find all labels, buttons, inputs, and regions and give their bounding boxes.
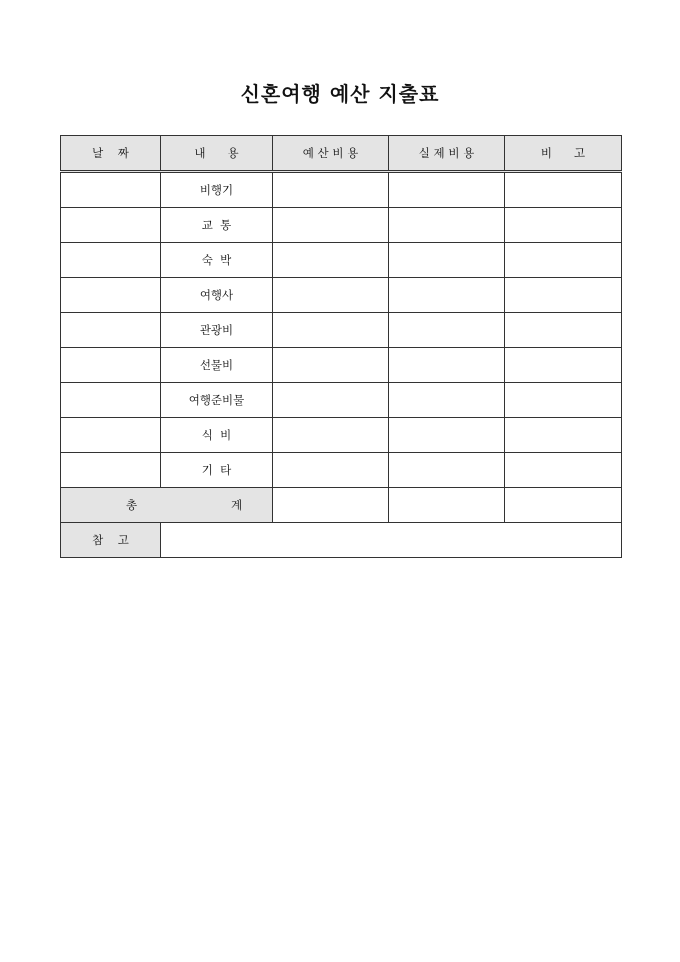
date-cell[interactable] — [61, 453, 161, 488]
notes-area[interactable] — [161, 523, 622, 558]
date-cell[interactable] — [61, 278, 161, 313]
budget-cell[interactable] — [273, 453, 389, 488]
budget-cell[interactable] — [273, 243, 389, 278]
date-cell[interactable] — [61, 172, 161, 208]
table-row — [61, 348, 622, 383]
actual-cell[interactable] — [389, 313, 505, 348]
actual-cell[interactable] — [389, 208, 505, 243]
header-budget-cost: 예 산 비 용 — [273, 136, 389, 172]
budget-cell[interactable] — [273, 418, 389, 453]
table-row — [61, 172, 622, 208]
total-row — [61, 488, 622, 523]
budget-cell[interactable] — [273, 278, 389, 313]
remarks-cell[interactable] — [505, 348, 622, 383]
actual-cell[interactable] — [389, 278, 505, 313]
budget-cell[interactable] — [273, 348, 389, 383]
actual-cell[interactable] — [389, 383, 505, 418]
actual-cell[interactable] — [389, 453, 505, 488]
actual-cell[interactable] — [389, 243, 505, 278]
total-actual-cell[interactable] — [389, 488, 505, 523]
remarks-cell[interactable] — [505, 172, 622, 208]
budget-cell[interactable] — [273, 208, 389, 243]
item-label: 식 비 — [161, 418, 273, 453]
item-label: 여행사 — [161, 278, 273, 313]
remarks-cell[interactable] — [505, 453, 622, 488]
remarks-cell[interactable] — [505, 418, 622, 453]
total-label-right: 계 — [230, 498, 243, 512]
budget-table — [60, 135, 622, 558]
item-label: 비행기 — [161, 172, 273, 208]
item-label: 교 통 — [161, 208, 273, 243]
date-cell[interactable] — [61, 243, 161, 278]
remarks-cell[interactable] — [505, 278, 622, 313]
item-label: 여행준비물 — [161, 383, 273, 418]
date-cell[interactable] — [61, 418, 161, 453]
notes-label: 참 고 — [61, 523, 161, 558]
notes-row — [61, 523, 622, 558]
table-row — [61, 278, 622, 313]
remarks-cell[interactable] — [505, 313, 622, 348]
item-label: 관광비 — [161, 313, 273, 348]
header-date: 날 짜 — [61, 136, 161, 172]
actual-cell[interactable] — [389, 172, 505, 208]
header-remarks: 비 고 — [505, 136, 622, 172]
item-label: 숙 박 — [161, 243, 273, 278]
total-label-left: 총 — [125, 498, 138, 512]
table-row — [61, 313, 622, 348]
header-content: 내 용 — [161, 136, 273, 172]
remarks-cell[interactable] — [505, 383, 622, 418]
date-cell[interactable] — [61, 383, 161, 418]
budget-cell[interactable] — [273, 172, 389, 208]
table-row — [61, 418, 622, 453]
table-row — [61, 383, 622, 418]
header-row — [61, 136, 622, 172]
remarks-cell[interactable] — [505, 243, 622, 278]
budget-cell[interactable] — [273, 313, 389, 348]
total-remarks-cell[interactable] — [505, 488, 622, 523]
total-label — [61, 488, 273, 523]
table-row — [61, 208, 622, 243]
budget-cell[interactable] — [273, 383, 389, 418]
date-cell[interactable] — [61, 348, 161, 383]
date-cell[interactable] — [61, 313, 161, 348]
item-label: 선물비 — [161, 348, 273, 383]
header-actual-cost: 실 제 비 용 — [389, 136, 505, 172]
total-budget-cell[interactable] — [273, 488, 389, 523]
item-label: 기 타 — [161, 453, 273, 488]
actual-cell[interactable] — [389, 418, 505, 453]
date-cell[interactable] — [61, 208, 161, 243]
table-row — [61, 453, 622, 488]
page-title: 신혼여행 예산 지출표 — [240, 82, 440, 106]
table-row — [61, 243, 622, 278]
remarks-cell[interactable] — [505, 208, 622, 243]
actual-cell[interactable] — [389, 348, 505, 383]
